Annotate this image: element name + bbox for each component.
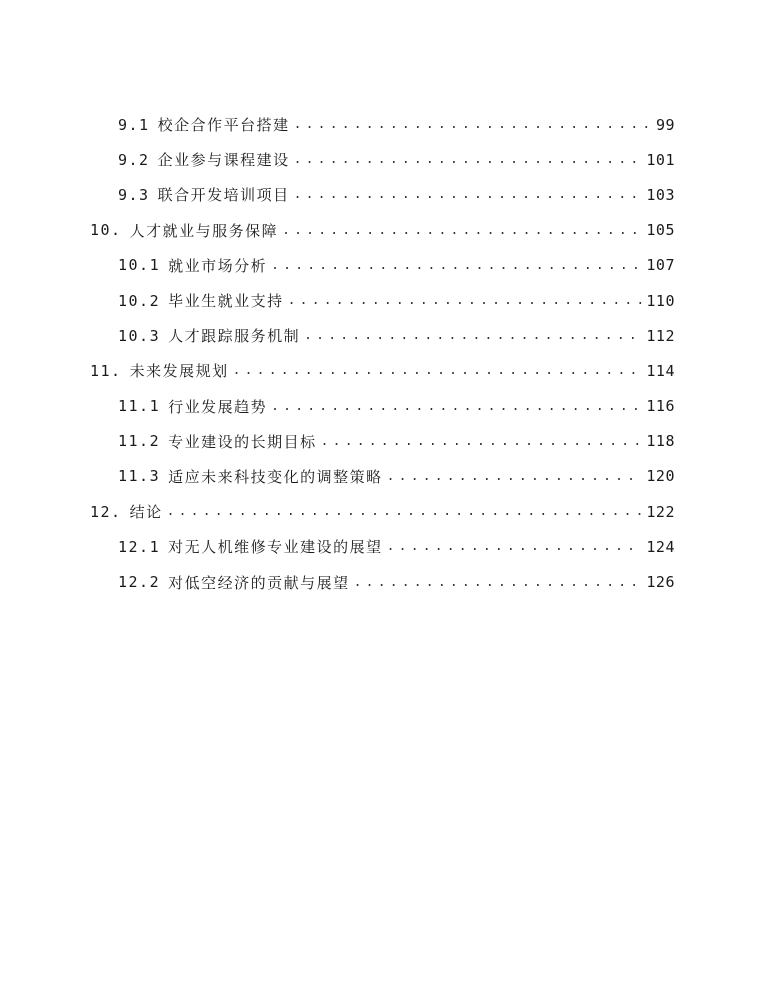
toc-entry-page: 110 (646, 291, 675, 310)
toc-entry-page: 105 (646, 221, 675, 240)
toc-dot-leader (271, 399, 642, 414)
toc-dot-leader (282, 223, 642, 238)
toc-entry[interactable] (0, 318, 765, 353)
toc-entry[interactable] (0, 459, 765, 494)
toc-entry-page: 107 (646, 256, 675, 275)
toc-dot-leader (294, 187, 643, 202)
toc-entry-page: 112 (646, 326, 675, 345)
toc-entry-page: 114 (646, 361, 675, 380)
toc-dot-leader (321, 434, 643, 449)
toc-entry[interactable] (0, 283, 765, 318)
toc-entry[interactable] (0, 248, 765, 283)
toc-entry-number: 9.2 (118, 150, 150, 169)
toc-entry-page: 126 (646, 573, 675, 592)
toc-entry-page: 103 (646, 185, 675, 204)
toc-entry-number: 12.1 (118, 537, 161, 556)
toc-entry-number: 10. (90, 221, 122, 240)
toc-entry-title: 专业建设的长期目标 (168, 432, 317, 451)
toc-dot-leader (387, 469, 643, 484)
toc-entry-title: 企业参与课程建设 (157, 151, 290, 170)
toc-entry-page: 122 (646, 502, 675, 521)
toc-entry[interactable] (0, 424, 765, 459)
toc-entry-number: 12. (90, 502, 122, 521)
toc-entry-number: 11.1 (118, 397, 161, 416)
toc-entry-page: 124 (646, 537, 675, 556)
toc-entry-page: 118 (646, 432, 675, 451)
toc-entry-page: 120 (646, 467, 675, 486)
toc-entry[interactable] (0, 142, 765, 177)
toc-dot-leader (304, 328, 642, 343)
toc-entry[interactable] (0, 353, 765, 388)
toc-entry-title: 对低空经济的贡献与展望 (168, 573, 350, 592)
toc-entry-page: 101 (646, 150, 675, 169)
toc-entry-title: 行业发展趋势 (168, 397, 268, 416)
toc-entry-number: 10.1 (118, 256, 161, 275)
toc-entry-title: 毕业生就业支持 (168, 292, 284, 311)
toc-entry[interactable] (0, 564, 765, 599)
toc-dot-leader (271, 258, 642, 273)
toc-entry-number: 12.2 (118, 573, 161, 592)
toc-entry-title: 结论 (129, 503, 163, 522)
toc-entry-number: 9.1 (118, 115, 150, 134)
table-of-contents (0, 107, 765, 600)
toc-dot-leader (167, 504, 643, 519)
toc-entry-page: 116 (646, 397, 675, 416)
toc-dot-leader (354, 575, 643, 590)
toc-entry-number: 9.3 (118, 185, 150, 204)
toc-entry[interactable] (0, 213, 765, 248)
toc-entry-page: 99 (655, 115, 675, 134)
toc-entry[interactable] (0, 177, 765, 212)
toc-entry[interactable] (0, 529, 765, 564)
toc-entry-title: 未来发展规划 (129, 362, 229, 381)
toc-entry-number: 10.2 (118, 291, 161, 310)
toc-dot-leader (294, 152, 643, 167)
toc-dot-leader (294, 117, 652, 132)
toc-entry-title: 联合开发培训项目 (157, 186, 290, 205)
toc-entry-number: 11. (90, 361, 122, 380)
toc-entry[interactable] (0, 494, 765, 529)
toc-entry[interactable] (0, 389, 765, 424)
toc-entry-title: 就业市场分析 (168, 256, 268, 275)
toc-entry-number: 10.3 (118, 326, 161, 345)
toc-entry-number: 11.2 (118, 432, 161, 451)
toc-entry[interactable] (0, 107, 765, 142)
toc-entry-title: 人才就业与服务保障 (129, 221, 279, 240)
toc-dot-leader (233, 363, 643, 378)
toc-dot-leader (387, 539, 643, 554)
toc-dot-leader (288, 293, 643, 308)
toc-entry-title: 人才跟踪服务机制 (168, 327, 301, 346)
toc-entry-title: 校企合作平台搭建 (157, 116, 290, 135)
toc-entry-title: 适应未来科技变化的调整策略 (168, 467, 383, 486)
toc-entry-number: 11.3 (118, 467, 161, 486)
toc-entry-title: 对无人机维修专业建设的展望 (168, 538, 383, 557)
